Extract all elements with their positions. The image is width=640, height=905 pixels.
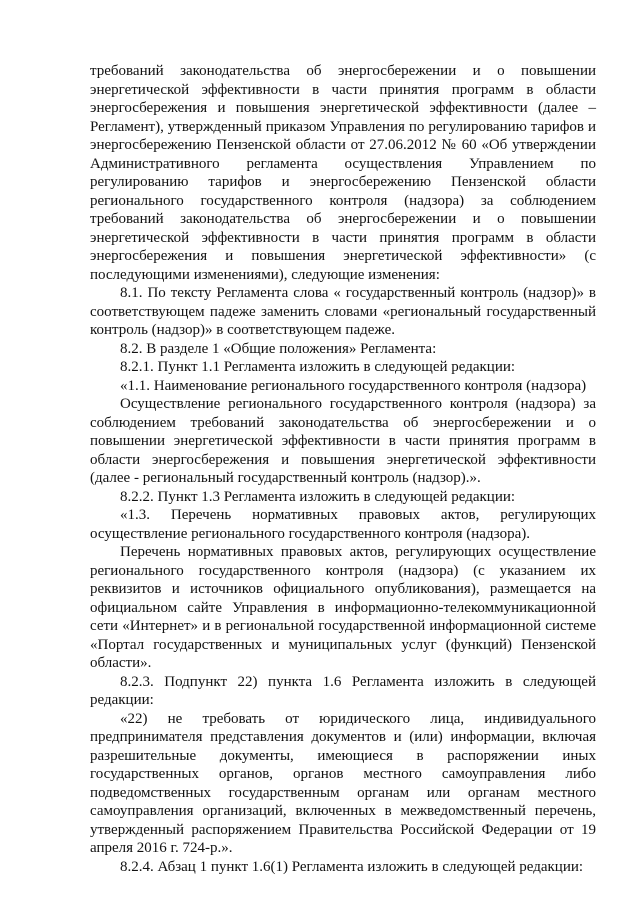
paragraph-1-3-body: Перечень нормативных правовых актов, регулирующих осуществление регионального государственного контроля (надзора) (с указанием их реквизитов и источников официального опубликования), размещается на официальном сайте Управления в информационно-телекоммуникационной сети «Интернет» и в региональной государственной информационной системе «Портал государственных и муниципальных услуг (функций) Пензенской области».	[90, 544, 596, 671]
paragraph-8-2: 8.2. В разделе 1 «Общие положения» Регламента:	[120, 340, 437, 357]
paragraph-subitem-22: «22) не требовать от юридического лица, индивидуального предпринимателя представления документов и (или) информации, включая разрешительные документы, имеющиеся в распоряжении иных государственных органов, органов местного самоуправления либо подведомственных государственным органам или органам местного самоуправления организаций, включенных в межведомственный перечень, утвержденный распоряжением Правительства Российской Федерации от 19 апреля 2016 г. 724-р.».	[90, 710, 596, 856]
paragraph-1-1-heading: «1.1. Наименование регионального государственного контроля (надзора)	[120, 377, 587, 394]
paragraph-8-1: 8.1. По тексту Регламента слова « государственный контроль (надзор)» в соответствующем падеже заменить словами «региональный государственный контроль (надзор)» в соответствующем падеже.	[90, 285, 596, 338]
paragraph-8-2-4: 8.2.4. Абзац 1 пункт 1.6(1) Регламента изложить в следующей редакции:	[120, 858, 584, 875]
document-body	[90, 62, 596, 876]
paragraph-8-2-2: 8.2.2. Пункт 1.3 Регламента изложить в следующей редакции:	[120, 488, 516, 505]
paragraph-8-2-3: 8.2.3. Подпункт 22) пункта 1.6 Регламента изложить в следующей редакции:	[90, 673, 596, 708]
paragraph-1-1-body: Осуществление регионального государственного контроля (надзора) за соблюдением требований законодательства об энергосбережении и о повышении энергетической эффективности в части принятия программ в области энергосбережения и повышения энергетической эффективности (далее - региональный государственный контроль (надзор).».	[90, 396, 596, 486]
paragraph-intro-continuation: требований законодательства об энергосбережении и о повышении энергетической эффективности в части принятия программ в области энергосбережения и повышения энергетической эффективности (далее – Регламент), утвержденный приказом Управления по регулированию тарифов и энергосбережению Пензенской области от 27.06.2012 № 60 «Об утверждении Административного регламента осуществления Управлением по регулированию тарифов и энергосбережению Пензенской области регионального государственного контроля (надзора) за соблюдением требований законодательства об энергосбережении и о повышении энергетической эффективности в части принятия программ в области энергосбережения и повышения энергетической эффективности» (с последующими изменениями), следующие изменения:	[90, 63, 596, 283]
paragraph-1-3-heading: «1.3. Перечень нормативных правовых актов, регулирующих осуществление регионального государственного контроля (надзора).	[90, 507, 596, 542]
paragraph-8-2-1: 8.2.1. Пункт 1.1 Регламента изложить в следующей редакции:	[120, 359, 516, 375]
